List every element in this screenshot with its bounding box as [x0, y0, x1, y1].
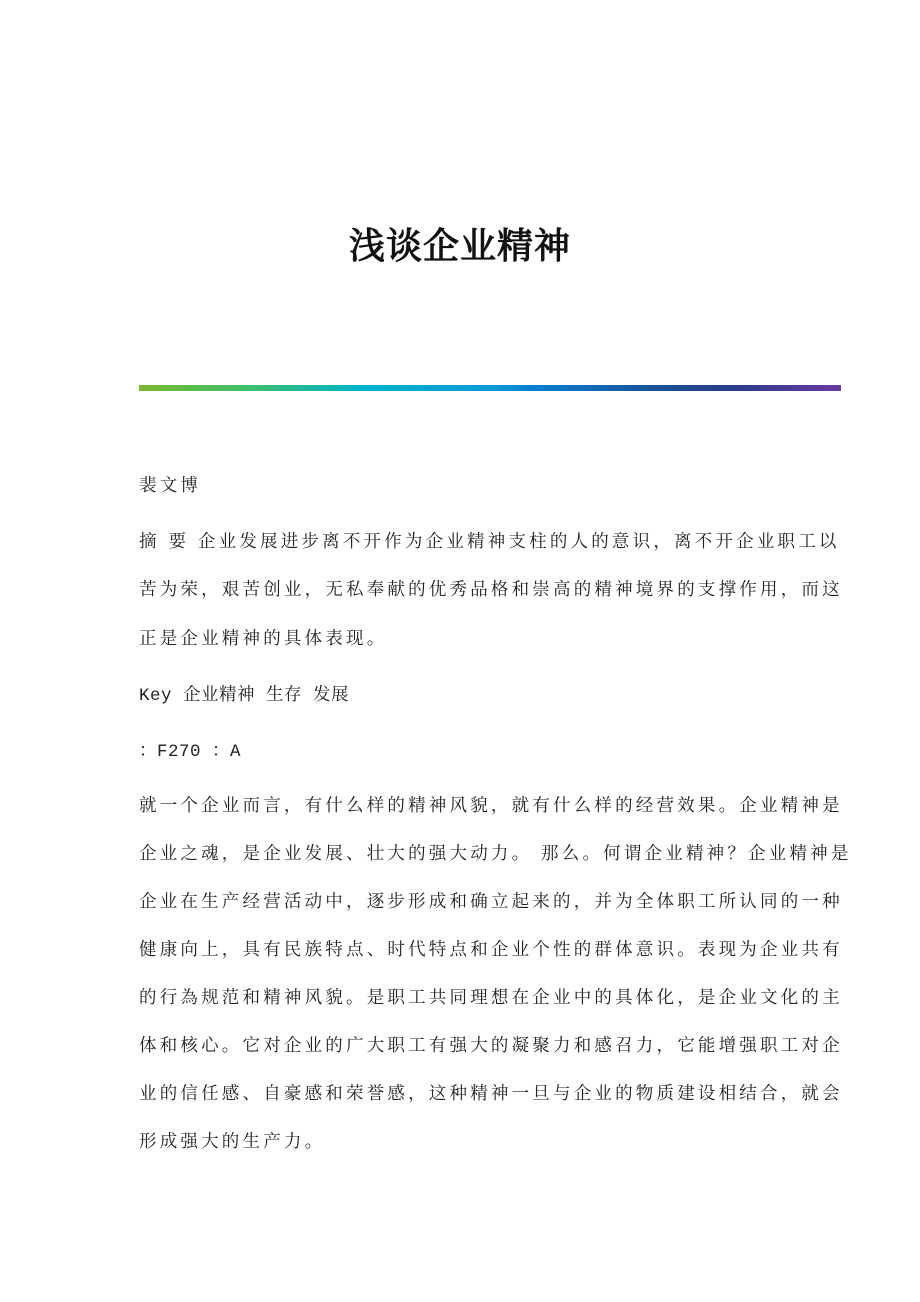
abstract-line: 正是企业精神的具体表现。 — [139, 629, 388, 649]
document-title: 浅谈企业精神 — [348, 225, 571, 267]
body-line: 健康向上，具有民族特点、时代特点和企业个性的群体意识。表现为企业共有 — [139, 940, 843, 960]
gradient-divider — [139, 385, 841, 391]
author-name: 裴文博 — [139, 476, 202, 496]
body-line: 就一个企业而言，有什么样的精神风貌，就有什么样的经营效果。企业精神是 — [139, 796, 843, 816]
keywords-line: Key 企业精神 生存 发展 — [139, 686, 350, 706]
body-line: 企业在生产经营活动中，逐步形成和确立起来的，并为全体职工所认同的一种 — [139, 892, 843, 912]
classification-line: ：F270 ：A — [139, 742, 242, 762]
body-line: 的行為规范和精神风貌。是职工共同理想在企业中的具体化，是企业文化的主 — [139, 988, 843, 1008]
body-line: 业的信任感、自豪感和荣誉感，这种精神一旦与企业的物质建设相结合，就会 — [139, 1084, 843, 1104]
body-line: 企业之魂，是企业发展、壮大的强大动力。 那么。何谓企业精神？企业精神是 — [139, 844, 852, 864]
abstract-line: 摘 要 企业发展进步离不开作为企业精神支柱的人的意识，离不开企业职工以 — [139, 532, 840, 552]
abstract-line: 苦为荣，艰苦创业，无私奉献的优秀品格和崇高的精神境界的支撑作用，而这 — [139, 580, 843, 600]
body-line: 体和核心。它对企业的广大职工有强大的凝聚力和感召力，它能增强职工对企 — [139, 1036, 843, 1056]
body-line: 形成强大的生产力。 — [139, 1132, 326, 1152]
